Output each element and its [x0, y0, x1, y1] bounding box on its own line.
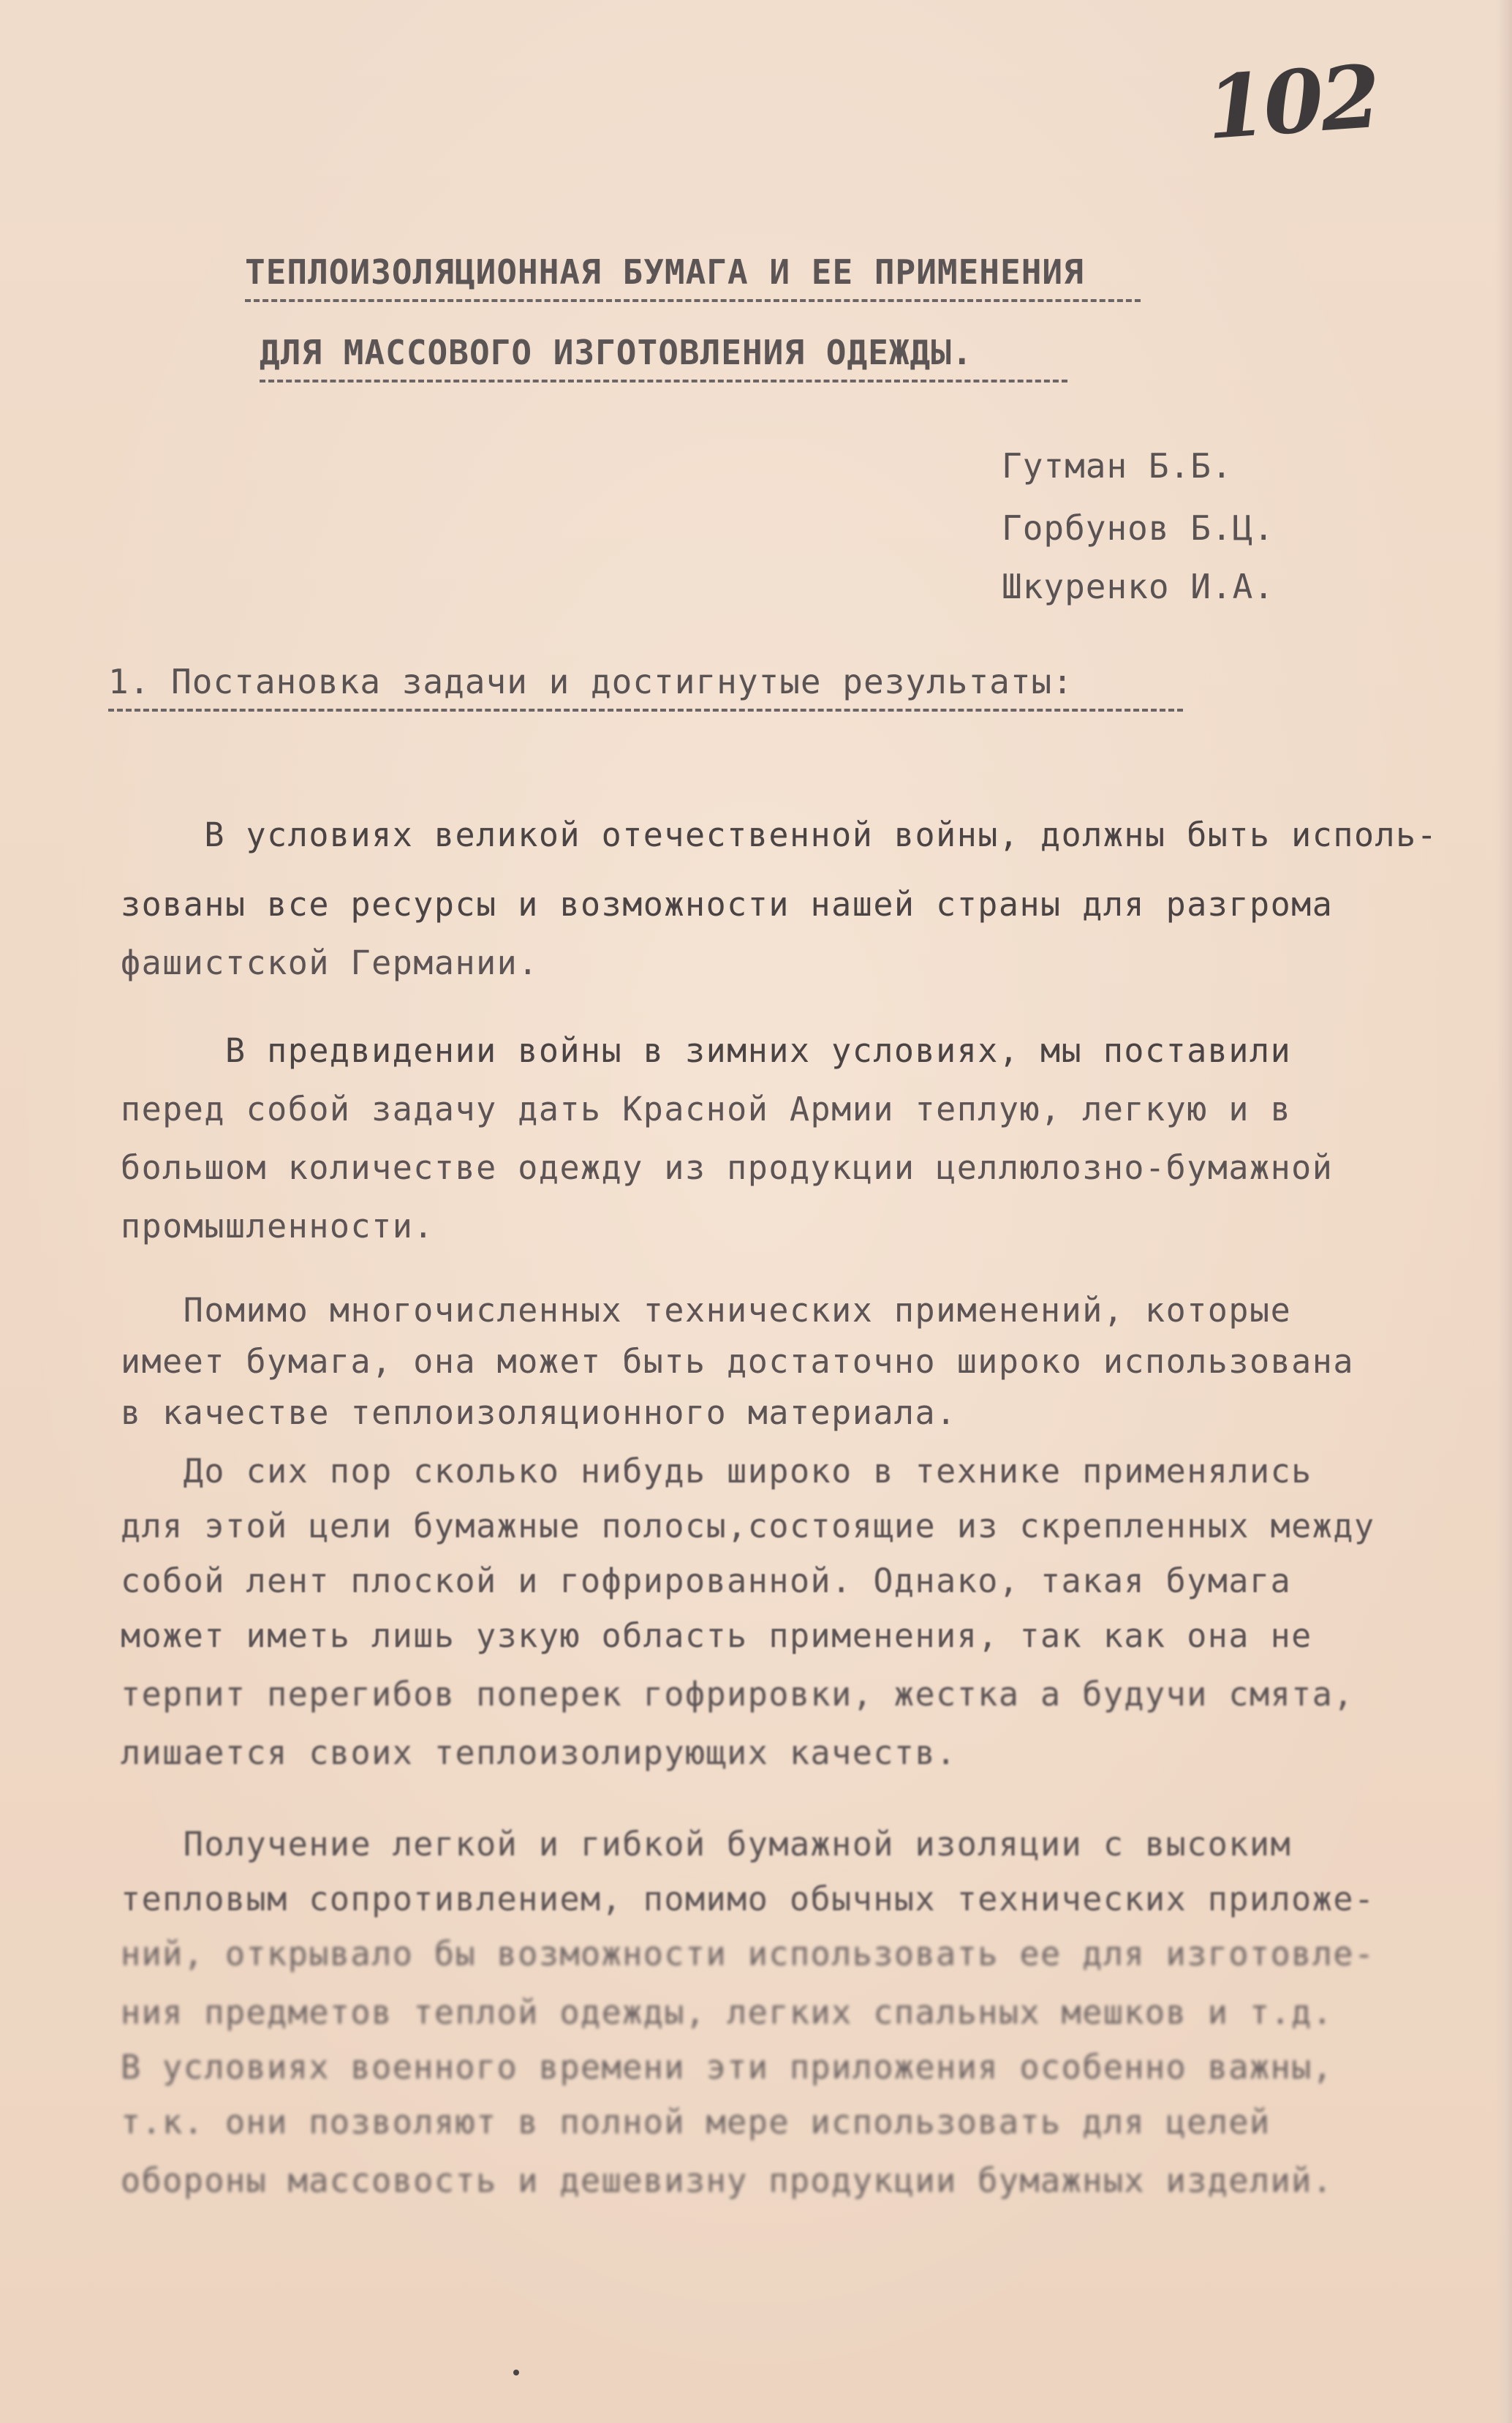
text-line: В условиях военного времени эти приложения особенно важны, [121, 2048, 1334, 2087]
text-line: В условиях великой отечественной войны, должны быть исполь- [121, 815, 1438, 854]
text-line: т.к. они позволяют в полной мере использовать для целей [121, 2103, 1271, 2141]
text-line: тепловым сопротивлением, помимо обычных технических приложе- [121, 1880, 1375, 1918]
title-line-2: ДЛЯ МАССОВОГО ИЗГОТОВЛЕНИЯ ОДЕЖДЫ. [260, 333, 1067, 383]
text-line: может иметь лишь узкую область применения, так как она не [121, 1616, 1312, 1655]
text-line: перед собой задачу дать Красной Армии теплую, легкую и в [121, 1090, 1292, 1128]
text-line: ния предметов теплой одежды, легких спальных мешков и т.д. [121, 1993, 1334, 2032]
text-line: ний, открывало бы возможности использовать ее для изготовле- [121, 1934, 1375, 1973]
text-line: промышленности. [121, 1207, 434, 1246]
text-line: Помимо многочисленных технических применений, которые [121, 1291, 1292, 1330]
text-line: в качестве теплоизоляционного материала. [121, 1393, 957, 1432]
text-line: зованы все ресурсы и возможности нашей страны для разгрома [121, 885, 1334, 924]
page-edge [1496, 0, 1512, 2423]
text-line: обороны массовость и дешевизну продукции бумажных изделий. [121, 2161, 1334, 2200]
author-3: Шкуренко И.А. [1002, 567, 1275, 606]
author-2: Горбунов Б.Ц. [1002, 508, 1275, 548]
text-line: для этой цели бумажные полосы,состоящие из скрепленных между [121, 1507, 1375, 1545]
author-1: Гутман Б.Б. [1002, 446, 1233, 486]
ink-dot [513, 2370, 519, 2375]
folio-number: 102 [1203, 45, 1381, 159]
text-line: лишается своих теплоизолирующих качеств. [121, 1733, 957, 1772]
text-line: До сих пор сколько нибудь широко в технике применялись [121, 1452, 1312, 1491]
text-line: большом количестве одежду из продукции целлюлозно-бумажной [121, 1148, 1334, 1187]
text-line: Получение легкой и гибкой бумажной изоляции с высоким [121, 1825, 1292, 1864]
section-heading: 1. Постановка задачи и достигнутые результаты: [108, 662, 1183, 712]
text-line: имеет бумага, она может быть достаточно широко использована [121, 1342, 1354, 1381]
text-line: собой лент плоской и гофрированной. Однако, такая бумага [121, 1561, 1292, 1600]
title-line-1: ТЕПЛОИЗОЛЯЦИОННАЯ БУМАГА И ЕЕ ПРИМЕНЕНИЯ [245, 252, 1141, 302]
text-line: терпит перегибов поперек гофрировки, жестка а будучи смята, [121, 1675, 1354, 1714]
text-line: В предвидении войны в зимних условиях, мы поставили [121, 1031, 1292, 1070]
text-line: фашистской Германии. [121, 943, 539, 982]
